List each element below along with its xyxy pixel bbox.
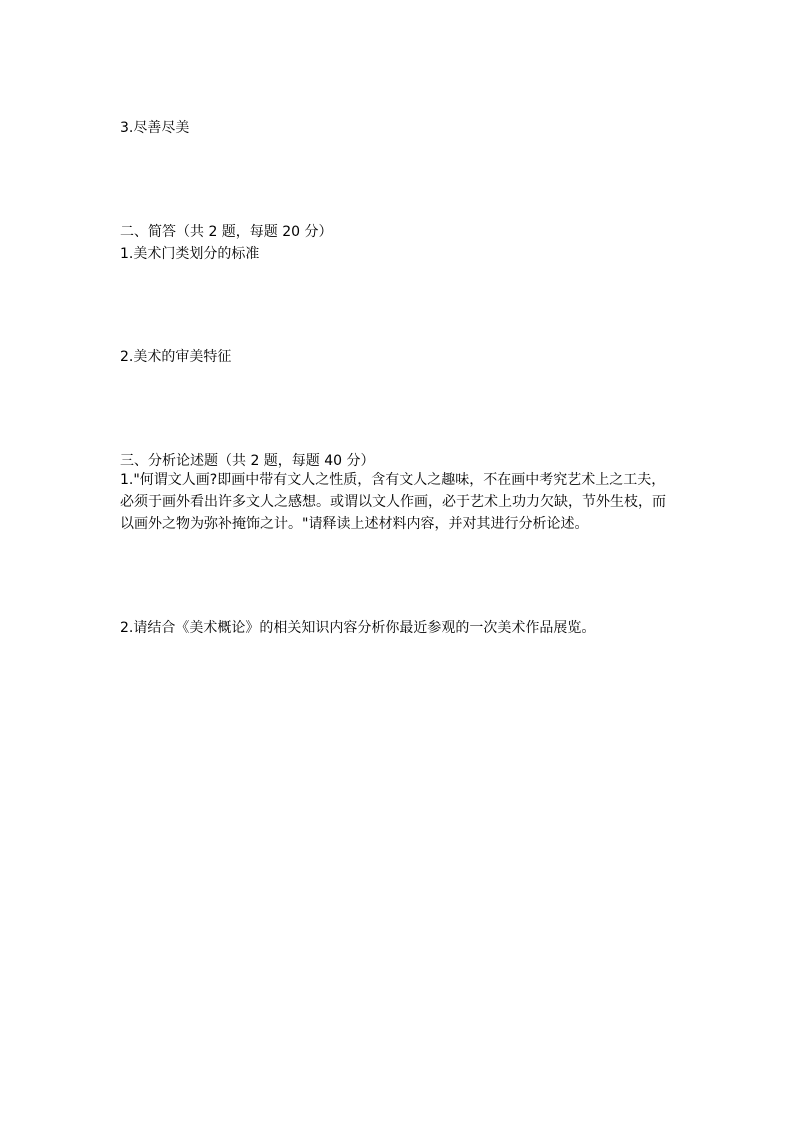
section-3-question-1-line-1: 1."何谓文人画?即画中带有文人之性质，含有文人之趣味，不在画中考究艺术上之工夫，	[120, 472, 666, 488]
question-3-text: 3.尽善尽美	[120, 120, 190, 136]
section-2-question-2: 2.美术的审美特征	[120, 349, 232, 365]
section-3-question-2: 2.请结合《美术概论》的相关知识内容分析你最近参观的一次美术作品展览。	[120, 620, 596, 636]
section-2-question-1: 1.美术门类划分的标准	[120, 246, 260, 262]
section-3-heading: 三、分析论述题（共 2 题，每题 40 分）	[120, 453, 375, 469]
section-3-question-1-line-3: 以画外之物为弥补掩饰之计。"请释读上述材料内容，并对其进行分析论述。	[120, 516, 589, 532]
section-3-question-1-line-2: 必须于画外看出许多文人之感想。或谓以文人作画，必于艺术上功力欠缺，节外生枝，而	[120, 494, 666, 510]
section-2-heading: 二、简答（共 2 题，每题 20 分）	[120, 224, 333, 240]
section-3-question-1	[120, 469, 680, 535]
